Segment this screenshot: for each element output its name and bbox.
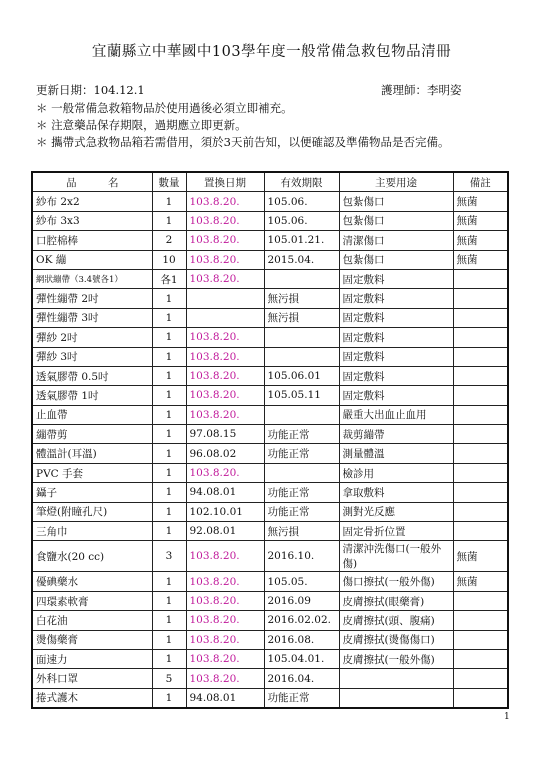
- notes: [36, 100, 516, 151]
- table-row: [32, 347, 508, 366]
- item-name-cell: 燙傷藥膏: [32, 630, 152, 649]
- item-name-cell: 彈性繃帶 3吋: [32, 308, 152, 327]
- usage-cell: 皮膚擦拭(一般外傷): [339, 649, 453, 668]
- expiry-cell: [264, 405, 339, 424]
- expiry-cell: 105.04.01.: [264, 649, 339, 668]
- usage-cell: 包紮傷口: [339, 250, 453, 269]
- expiry-cell: 2015.04.: [264, 250, 339, 269]
- item-name-cell: 鑷子: [32, 483, 152, 502]
- quantity-cell: 1: [152, 572, 186, 591]
- table-body: [32, 192, 508, 708]
- quantity-cell: 10: [152, 250, 186, 269]
- replacement-date-cell: 103.8.20.: [186, 231, 264, 250]
- quantity-cell: 1: [152, 444, 186, 463]
- table-row: [32, 611, 508, 630]
- remarks-cell: 無菌: [453, 250, 508, 269]
- expiry-cell: 無污損: [264, 522, 339, 541]
- quantity-cell: 1: [152, 688, 186, 708]
- item-name-cell: 紗布 2x2: [32, 192, 152, 211]
- item-name-cell: 彈紗 2吋: [32, 328, 152, 347]
- expiry-cell: 105.05.: [264, 572, 339, 591]
- usage-cell: 傷口擦拭(一般外傷): [339, 572, 453, 591]
- item-name-cell: 體溫計(耳溫): [32, 444, 152, 463]
- expiry-cell: 功能正常: [264, 444, 339, 463]
- usage-cell: 固定敷料: [339, 328, 453, 347]
- remarks-cell: [453, 688, 508, 708]
- replacement-date-cell: 103.8.20.: [186, 269, 264, 288]
- table-row: [32, 669, 508, 688]
- table-row: [32, 591, 508, 610]
- header-quantity: 數量: [152, 172, 186, 192]
- usage-cell: 包紮傷口: [339, 192, 453, 211]
- remarks-cell: [453, 444, 508, 463]
- item-name-cell: 透氣膠帶 1吋: [32, 386, 152, 405]
- table-row: [32, 269, 508, 288]
- meta-line: [36, 82, 506, 98]
- expiry-cell: 2016.04.: [264, 669, 339, 688]
- table-row: [32, 211, 508, 230]
- quantity-cell: 1: [152, 192, 186, 211]
- replacement-date-cell: 103.8.20.: [186, 211, 264, 230]
- replacement-date-cell: [186, 308, 264, 327]
- table-row: [32, 231, 508, 250]
- item-name-cell: 紗布 3x3: [32, 211, 152, 230]
- expiry-cell: 無污損: [264, 289, 339, 308]
- replacement-date-cell: 94.08.01: [186, 483, 264, 502]
- item-name-cell: 三角巾: [32, 522, 152, 541]
- remarks-cell: [453, 649, 508, 668]
- item-name-cell: 外科口罩: [32, 669, 152, 688]
- expiry-cell: 功能正常: [264, 483, 339, 502]
- table-row: [32, 463, 508, 482]
- usage-cell: 測對光反應: [339, 502, 453, 521]
- quantity-cell: 1: [152, 591, 186, 610]
- usage-cell: 清潔沖洗傷口(一般外傷): [339, 541, 453, 572]
- quantity-cell: 2: [152, 231, 186, 250]
- quantity-cell: 1: [152, 522, 186, 541]
- expiry-cell: [264, 328, 339, 347]
- replacement-date-cell: 103.8.20.: [186, 669, 264, 688]
- table-row: [32, 502, 508, 521]
- quantity-cell: 1: [152, 211, 186, 230]
- usage-cell: 皮膚擦拭(燙傷傷口): [339, 630, 453, 649]
- table-row: [32, 572, 508, 591]
- quantity-cell: 1: [152, 425, 186, 444]
- table-row: [32, 483, 508, 502]
- replacement-date-cell: 103.8.20.: [186, 541, 264, 572]
- expiry-cell: 105.06.: [264, 211, 339, 230]
- quantity-cell: 5: [152, 669, 186, 688]
- expiry-cell: 功能正常: [264, 425, 339, 444]
- table-row: [32, 328, 508, 347]
- inventory-table: [31, 171, 509, 709]
- quantity-cell: 1: [152, 405, 186, 424]
- item-name-cell: 白花油: [32, 611, 152, 630]
- usage-cell: 固定敷料: [339, 386, 453, 405]
- replacement-date-cell: 97.08.15: [186, 425, 264, 444]
- page-number: 1: [504, 712, 510, 722]
- replacement-date-cell: 96.08.02: [186, 444, 264, 463]
- usage-cell: [339, 669, 453, 688]
- table-row: [32, 444, 508, 463]
- quantity-cell: 1: [152, 611, 186, 630]
- remarks-cell: [453, 328, 508, 347]
- header-item-name: 品 名: [32, 172, 152, 192]
- remarks-cell: [453, 366, 508, 385]
- note: ＊ 一般常備急救箱物品於使用過後必須立即補充。: [36, 101, 293, 115]
- remarks-cell: [453, 591, 508, 610]
- remarks-cell: [453, 630, 508, 649]
- quantity-cell: 1: [152, 289, 186, 308]
- table-row: [32, 688, 508, 708]
- expiry-cell: [264, 463, 339, 482]
- item-name-cell: 筆燈(附瞳孔尺): [32, 502, 152, 521]
- quantity-cell: 1: [152, 386, 186, 405]
- usage-cell: [339, 688, 453, 708]
- remarks-cell: [453, 289, 508, 308]
- replacement-date-cell: [186, 289, 264, 308]
- remarks-cell: [453, 386, 508, 405]
- remarks-cell: [453, 483, 508, 502]
- table-row: [32, 308, 508, 327]
- quantity-cell: 1: [152, 328, 186, 347]
- expiry-cell: 2016.02.02.: [264, 611, 339, 630]
- header-usage: 主要用途: [339, 172, 453, 192]
- item-name-cell: 止血帶: [32, 405, 152, 424]
- item-name-cell: OK 繃: [32, 250, 152, 269]
- replacement-date-cell: 103.8.20.: [186, 649, 264, 668]
- replacement-date-cell: 103.8.20.: [186, 591, 264, 610]
- table-row: [32, 541, 508, 572]
- usage-cell: 固定敷料: [339, 347, 453, 366]
- item-name-cell: 四環素軟膏: [32, 591, 152, 610]
- usage-cell: 清潔傷口: [339, 231, 453, 250]
- quantity-cell: 1: [152, 463, 186, 482]
- quantity-cell: 1: [152, 502, 186, 521]
- expiry-cell: [264, 269, 339, 288]
- table-row: [32, 386, 508, 405]
- item-name-cell: 網狀繃帶（3.4號各1）: [32, 269, 152, 288]
- remarks-cell: [453, 347, 508, 366]
- item-name-cell: 透氣膠帶 0.5吋: [32, 366, 152, 385]
- item-name-cell: 面速力: [32, 649, 152, 668]
- expiry-cell: 2016.09: [264, 591, 339, 610]
- expiry-cell: 105.05.11: [264, 386, 339, 405]
- replacement-date-cell: 103.8.20.: [186, 572, 264, 591]
- item-name-cell: 彈紗 3吋: [32, 347, 152, 366]
- note: ＊ 注意藥品保存期限，過期應立即更新。: [36, 118, 247, 132]
- expiry-cell: 105.06.: [264, 192, 339, 211]
- usage-cell: 固定骨折位置: [339, 522, 453, 541]
- quantity-cell: 各1: [152, 269, 186, 288]
- remarks-cell: 無菌: [453, 231, 508, 250]
- item-name-cell: PVC 手套: [32, 463, 152, 482]
- remarks-cell: [453, 463, 508, 482]
- table-row: [32, 405, 508, 424]
- item-name-cell: 繃帶剪: [32, 425, 152, 444]
- remarks-cell: 無菌: [453, 211, 508, 230]
- usage-cell: 嚴重大出血止血用: [339, 405, 453, 424]
- usage-cell: 皮膚擦拭(頭、腹痛): [339, 611, 453, 630]
- note: ＊ 攜帶式急救物品箱若需借用，須於3天前告知，以便確認及準備物品是否完備。: [36, 135, 450, 149]
- replacement-date-cell: 103.8.20.: [186, 192, 264, 211]
- replacement-date-cell: 103.8.20.: [186, 328, 264, 347]
- remarks-cell: 無菌: [453, 541, 508, 572]
- expiry-cell: [264, 347, 339, 366]
- replacement-date-cell: 103.8.20.: [186, 405, 264, 424]
- table-row: [32, 250, 508, 269]
- table-row: [32, 649, 508, 668]
- remarks-cell: [453, 522, 508, 541]
- header-remarks: 備註: [453, 172, 508, 192]
- expiry-cell: 功能正常: [264, 688, 339, 708]
- expiry-cell: 105.06.01: [264, 366, 339, 385]
- remarks-cell: [453, 611, 508, 630]
- item-name-cell: 優碘藥水: [32, 572, 152, 591]
- usage-cell: 測量體溫: [339, 444, 453, 463]
- quantity-cell: 1: [152, 347, 186, 366]
- item-name-cell: 捲式護木: [32, 688, 152, 708]
- usage-cell: 固定敷料: [339, 289, 453, 308]
- table-row: [32, 425, 508, 444]
- table-row: [32, 522, 508, 541]
- usage-cell: 固定敷料: [339, 308, 453, 327]
- expiry-cell: 功能正常: [264, 502, 339, 521]
- remarks-cell: 無菌: [453, 192, 508, 211]
- table-header-row: [32, 172, 508, 192]
- remarks-cell: [453, 269, 508, 288]
- replacement-date-cell: 103.8.20.: [186, 611, 264, 630]
- usage-cell: 固定敷料: [339, 269, 453, 288]
- remarks-cell: [453, 669, 508, 688]
- header-expiry: 有效期限: [264, 172, 339, 192]
- expiry-cell: 2016.10.: [264, 541, 339, 572]
- replacement-date-cell: 103.8.20.: [186, 366, 264, 385]
- usage-cell: 包紮傷口: [339, 211, 453, 230]
- remarks-cell: [453, 308, 508, 327]
- replacement-date-cell: 92.08.01: [186, 522, 264, 541]
- table-row: [32, 192, 508, 211]
- table-row: [32, 630, 508, 649]
- replacement-date-cell: 94.08.01: [186, 688, 264, 708]
- replacement-date-cell: 102.10.01: [186, 502, 264, 521]
- quantity-cell: 3: [152, 541, 186, 572]
- quantity-cell: 1: [152, 649, 186, 668]
- usage-cell: 裁剪繃帶: [339, 425, 453, 444]
- replacement-date-cell: 103.8.20.: [186, 630, 264, 649]
- replacement-date-cell: 103.8.20.: [186, 463, 264, 482]
- usage-cell: 固定敷料: [339, 366, 453, 385]
- expiry-cell: 2016.08.: [264, 630, 339, 649]
- usage-cell: 皮膚擦拭(眼藥膏): [339, 591, 453, 610]
- item-name-cell: 食鹽水(20 cc): [32, 541, 152, 572]
- replacement-date-cell: 103.8.20.: [186, 386, 264, 405]
- table-row: [32, 289, 508, 308]
- quantity-cell: 1: [152, 366, 186, 385]
- remarks-cell: [453, 425, 508, 444]
- quantity-cell: 1: [152, 483, 186, 502]
- item-name-cell: 口腔棉棒: [32, 231, 152, 250]
- remarks-cell: [453, 502, 508, 521]
- header-replacement-date: 置換日期: [186, 172, 264, 192]
- replacement-date-cell: 103.8.20.: [186, 250, 264, 269]
- expiry-cell: 105.01.21.: [264, 231, 339, 250]
- nurse-name: 護理師：李明姿: [381, 83, 462, 97]
- table-row: [32, 366, 508, 385]
- item-name-cell: 彈性繃帶 2吋: [32, 289, 152, 308]
- updated-date: 更新日期：104.12.1: [36, 83, 145, 97]
- usage-cell: 拿取敷料: [339, 483, 453, 502]
- quantity-cell: 1: [152, 308, 186, 327]
- usage-cell: 檢診用: [339, 463, 453, 482]
- quantity-cell: 1: [152, 630, 186, 649]
- expiry-cell: 無污損: [264, 308, 339, 327]
- document-title: 宜蘭縣立中華國中103學年度一般常備急救包物品清冊: [91, 44, 452, 60]
- replacement-date-cell: 103.8.20.: [186, 347, 264, 366]
- remarks-cell: 無菌: [453, 572, 508, 591]
- remarks-cell: [453, 405, 508, 424]
